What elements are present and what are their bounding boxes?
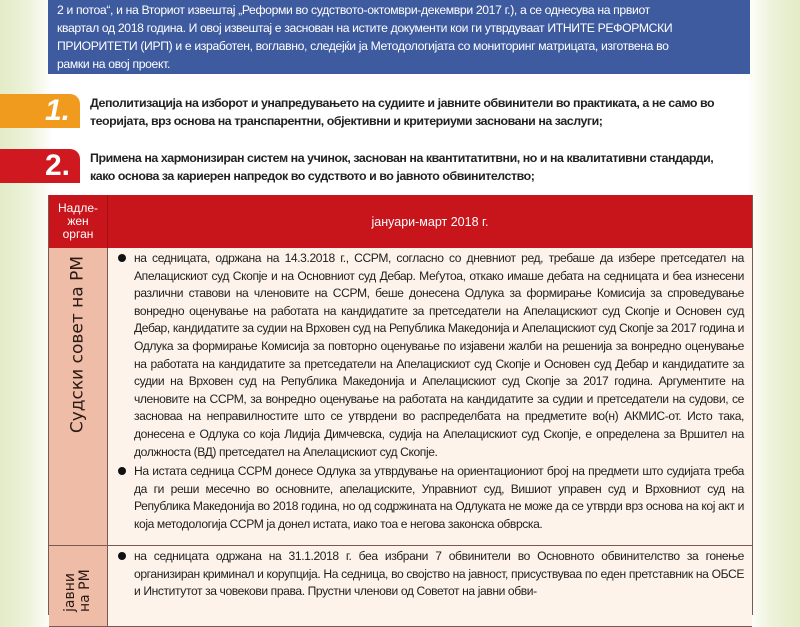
priority-text (90, 94, 750, 130)
column-header-period: јануари-март 2018 г. (108, 195, 753, 248)
organ-label-line: јавни (62, 573, 78, 612)
header-line: орган (62, 227, 94, 241)
priority-number-badge: 2. (0, 149, 80, 183)
list-item (118, 463, 744, 533)
list-item (118, 250, 744, 461)
list-item (118, 548, 744, 601)
column-header-organ (49, 195, 108, 248)
intro-line: ПРИОРИТЕТИ (ИРП) и е изработен, воглавно, следејќи ја Методологијата со мониторинг матрицата, изготвена во (57, 39, 669, 53)
organ-cell (49, 248, 108, 546)
list-item-text: на седницата одржана на 31.1.2018 г. беа избрани 7 обвинители во Основното обвинителство за гонење организиран криминал и корупција. На седница, во својство на јавност, присуствуваа по еден претставник на ОБСЕ и Институтот за човекови права. Прустни членови од Советот на јавни обви- (134, 549, 744, 599)
organ-label: Судски совет на РМ (67, 256, 88, 434)
priority-text-line: Деполитизација на изборот и унапредувањето на судиите и јавните обвинители во практиката, а не само во (90, 96, 715, 110)
bullet-icon (118, 254, 126, 262)
priority-text-line: Примена на хармонизиран систем на учинок, заснован на квантитатитвни, но и на квалитативни стандарди, (90, 151, 714, 165)
header-line: Надле- (57, 201, 98, 215)
priority-text-line: теоријата, врз основа на транспарентни, објективни и критериуми засновани на заслуги; (90, 114, 603, 128)
organ-label-line: на РМ (77, 569, 93, 612)
organ-label (63, 552, 93, 612)
bullet-icon (118, 467, 126, 475)
intro-box (48, 0, 750, 74)
intro-line: 2 и потоа“, и на Вториот извештај „Реформи во судството-октомври-декември 2017 г.), а се однесува на првиот (57, 3, 650, 17)
content-cell (108, 248, 753, 546)
priority-number-badge: 1. (0, 94, 80, 128)
list-item-text: на седницата, одржана на 14.3.2018 г., ССРМ, согласно со дневниот ред, требаше да избере претседател на Апелацискиот суд Скопје и на Основниот суд Дебар. Меѓутоа, откако имаше дебата на седницата и беа изнесени различни ставови на членовите на ССРМ, беше донесена Одлука за формирање Комисија за спроведување вонредно оценување на работата на кандидатите за претседатели на Апелацискиот суд Скопје и Основен суд Дебар, кандидатите за судии на Врховен суд на Република Македонија и Апелацискиот суд Скопје за 2017 година и Одлука за формирање Комисија за повторно оценување по изјавени жалби на решенија за вонредно оценување на работата на кандидатите за претседатели на Апелацискиот суд Скопје и Основен суд Дебар и кандидатите за судии на Врховен суд на Република Македонија и Апелацискиот суд Скопје за 2017 година. Аргументите на членовите на ССРМ, за вонредно оценување на работата на кандидатите за судии и претседатели на судови, се засноваа на неправилностите што се утврдени во распределбата на предметите во(н) АКМИС-от. Исто така, донесена е Одлука со која Лидија Димчевска, судија на Апелацискиот суд Скопје, е определена за Вршител на должноста (ВД) претседател на Апелацискиот суд Скопје. (134, 251, 744, 459)
organ-cell (49, 546, 108, 627)
table-header-row (49, 195, 752, 248)
table-row (49, 248, 752, 546)
header-line: жен (67, 214, 89, 228)
intro-line: квартал од 2018 година. И овој извештај е заснован на истите документи кои ги утврдуваат ИТНИТЕ РЕФОРМСКИ (57, 21, 673, 35)
priority-text (90, 149, 750, 185)
intro-line: рамки на овој проект. (57, 57, 171, 71)
bullet-icon (118, 552, 126, 560)
list-item-text: На истата седница ССРМ донесе Одлука за утврдување на ориентациониот број на предмети што судијата треба да ги реши месечно во основните, апелациските, Управниот суд, Вишиот управен суд и Врховниот суд на Република Македонија во 2018 година, но од содржината на Одлуката не може да се утврди врз основа на кој акт и која методологија ССРМ ја донел истата, иако тоа е негова законска обврска. (134, 464, 744, 531)
content-cell (108, 546, 753, 627)
priority-text-line: како основа за кариерен напредок во судството и во јавното обвинителство; (90, 169, 535, 183)
table-row (49, 546, 752, 627)
monitoring-table (48, 195, 753, 615)
